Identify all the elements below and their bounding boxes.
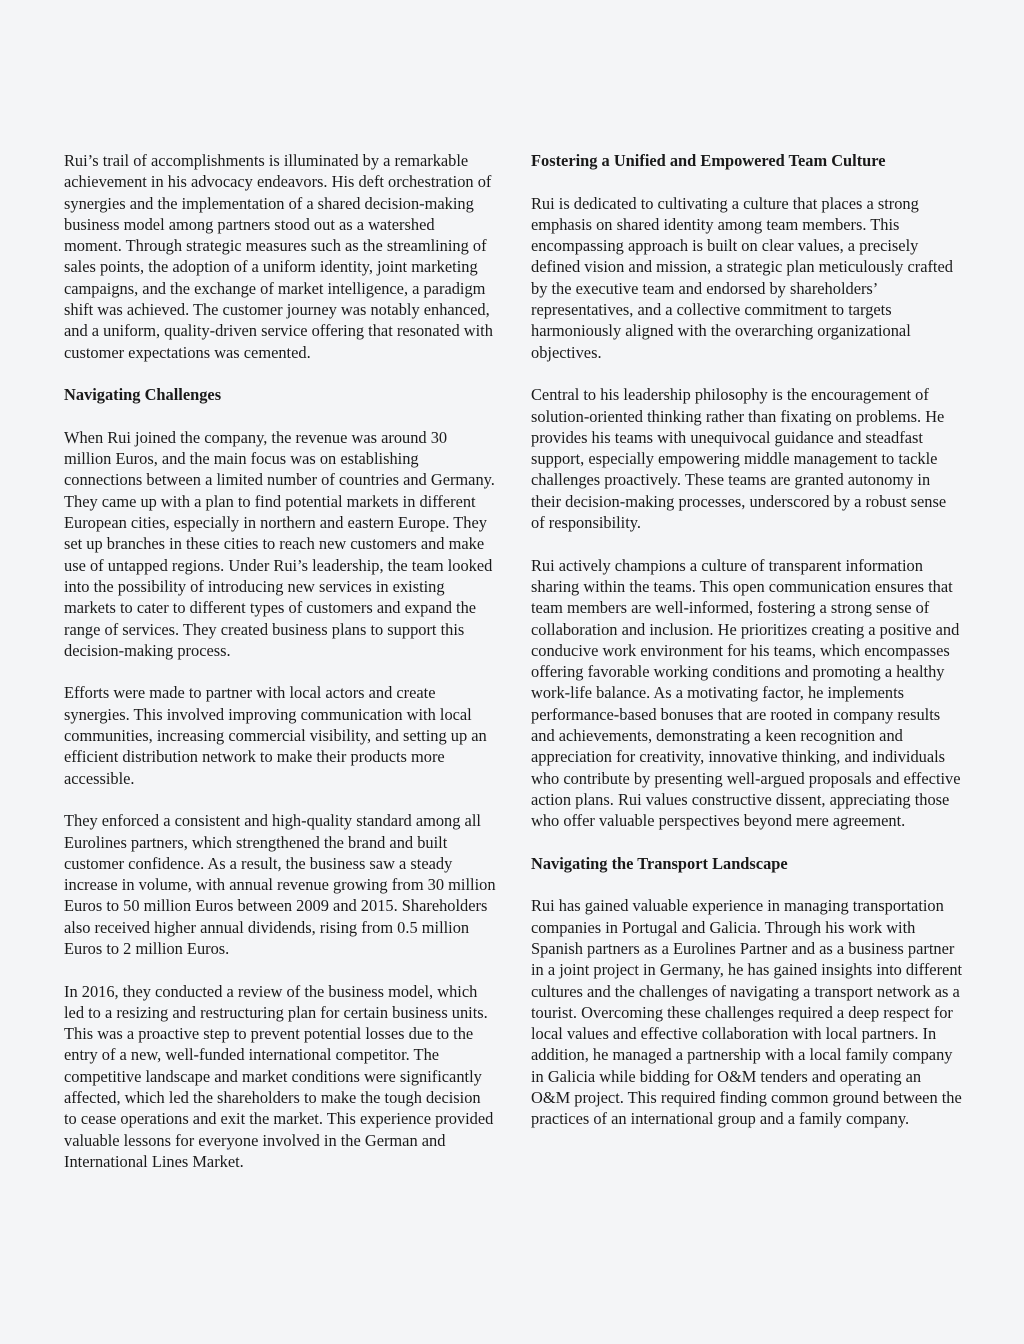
heading-navigating-challenges: Navigating Challenges <box>64 385 222 405</box>
right-column <box>531 150 963 1151</box>
paragraph-shared-identity: Rui is dedicated to cultivating a culture that places a strong emphasis on shared identity among team members. This encompassing approach is built on clear values, a precisely defined vision and mission, a strategic plan meticulously crafted by the executive team and endorsed by shareholders’ representatives, and a collective commitment to targets harmoniously aligned with the overarching organizational objectives. <box>531 193 953 362</box>
paragraph-joined-company: When Rui joined the company, the revenue was around 30 million Euros, and the main focus was on establishing connections between a limited number of countries and Germany. They came up with a plan to find potential markets in different European cities, especially in northern and eastern Europe. They set up branches in these cities to reach new customers and make use of untapped regions. Under Rui’s leadership, the team looked into the possibility of introducing new services in existing markets to cater to different types of customers and expand the range of services. They created business plans to support this decision-making process. <box>64 427 495 660</box>
paragraph-quality-standard: They enforced a consistent and high-quality standard among all Eurolines partners, which strengthened the brand and built customer confidence. As a result, the business saw a steady increase in volume, with annual revenue growing from 30 million Euros to 50 million Euros between 2009 and 2015. Shareholders also received higher annual dividends, rising from 0.5 million Euros to 2 million Euros. <box>64 811 496 958</box>
paragraph-leadership-philosophy: Central to his leadership philosophy is the encouragement of solution-oriented thinking rather than fixating on problems. He provides his teams with unequivocal guidance and steadfast support, especially empowering middle management to tackle challenges proactively. These teams are granted autonomy in their decision-making processes, underscored by a robust sense of responsibility. <box>531 385 947 533</box>
left-column <box>64 150 496 1194</box>
paragraph-local-actors: Efforts were made to partner with local actors and create synergies. This involved improving communication with local communities, increasing commercial visibility, and setting up an efficient distribution network to make their products more accessible. <box>64 683 487 788</box>
paragraph-transport-experience: Rui has gained valuable experience in managing transportation companies in Portugal and Galicia. Through his work with Spanish partners as a Eurolines Partner and as a business partner in a joint project in Germany, he has gained insights into different cultures and the challenges of navigating a transport network as a tourist. Overcoming these challenges required a deep respect for local values and effective collaboration with local partners. In addition, he managed a partnership with a local family company in Galicia while bidding for O&M tenders and operating an O&M project. This required finding common ground between the practices of an international group and a family company. <box>531 896 963 1129</box>
paragraph-2016-review: In 2016, they conducted a review of the business model, which led to a resizing and restructuring plan for certain business units. This was a proactive step to prevent potential losses due to the entry of a new, well-funded international competitor. The competitive landscape and market conditions were significantly affected, which led the shareholders to make the tough decision to cease operations and exit the market. This experience provided valuable lessons for everyone involved in the German and International Lines Market. <box>64 981 494 1171</box>
paragraph-transparent-sharing: Rui actively champions a culture of transparent information sharing within the teams. This open communication ensures that team members are well-informed, fostering a strong sense of collaboration and inclusion. He prioritizes creating a positive and conducive work environment for his teams, which encompasses offering favorable working conditions and promoting a healthy work-life balance. As a motivating factor, he implements performance-based bonuses that are rooted in company results and achievements, demonstrating a keen recognition and appreciation for creativity, innovative thinking, and individuals who contribute by presenting well-argued proposals and effective action plans. Rui values constructive dissent, appreciating those who offer valuable perspectives beyond mere agreement. <box>531 555 961 831</box>
heading-transport-landscape: Navigating the Transport Landscape <box>531 853 788 873</box>
heading-team-culture: Fostering a Unified and Empowered Team Culture <box>531 151 886 170</box>
document-page <box>64 150 964 1270</box>
paragraph-accomplishments: Rui’s trail of accomplishments is illuminated by a remarkable achievement in his advocacy endeavors. His deft orchestration of synergies and the implementation of a shared decision-making business model among partners stood out as a watershed moment. Through strategic measures such as the streamlining of sales points, the adoption of a uniform identity, joint marketing campaigns, and the exchange of market intelligence, a paradigm shift was achieved. The customer journey was notably enhanced, and a uniform, quality-driven service offering that resonated with customer expectations was cemented. <box>64 151 493 362</box>
